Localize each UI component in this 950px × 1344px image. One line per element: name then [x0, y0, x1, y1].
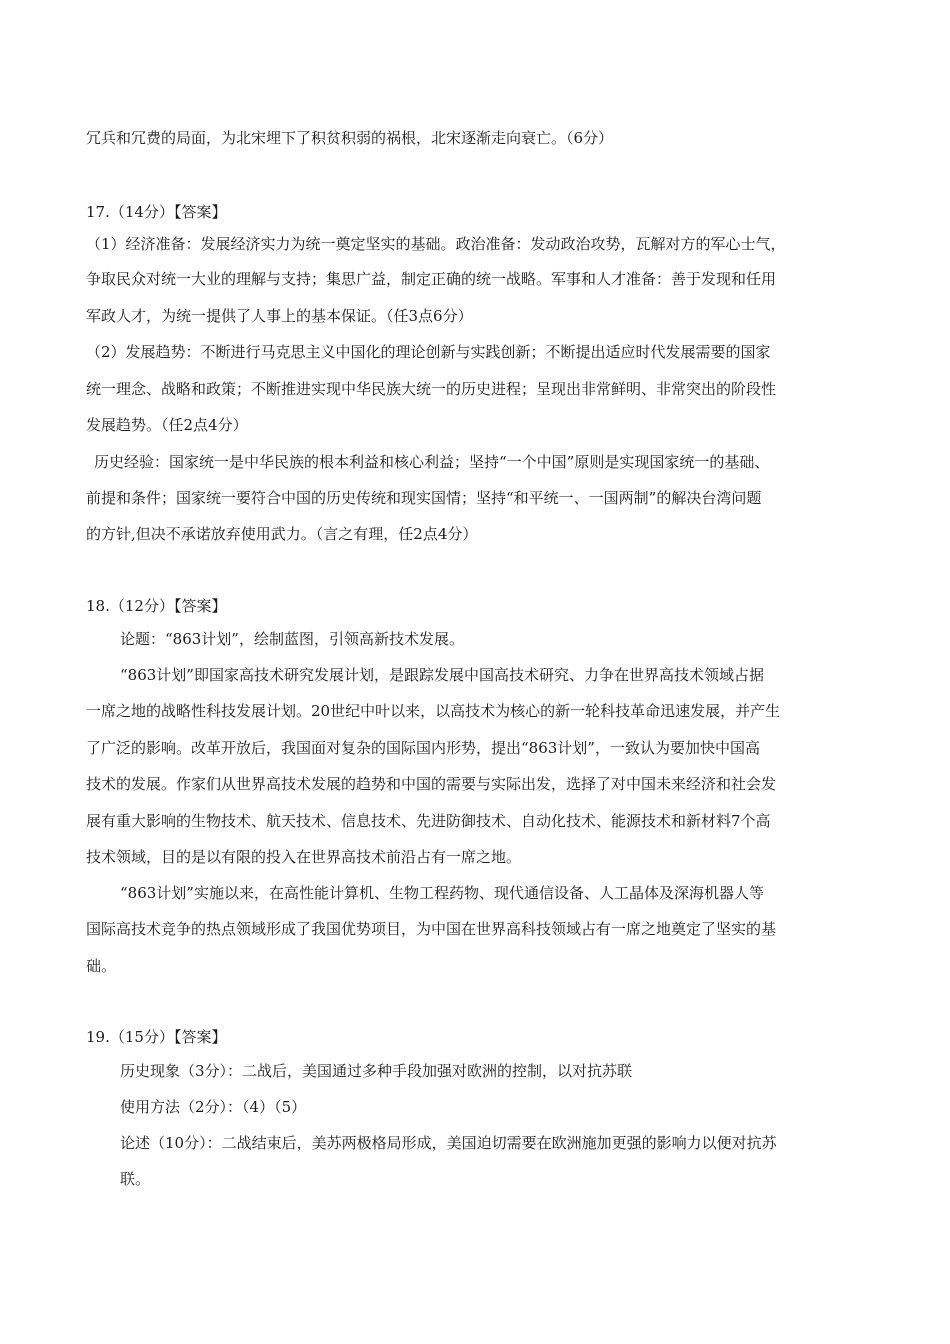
- q18-header: 18.（12分）【答案】: [86, 597, 227, 615]
- q17-part2-line2: 统一理念、战略和政策；不断推进实现中华民族大统一的历史进程；呈现出非常鲜明、非常突出的阶段性: [86, 380, 777, 398]
- q18-para2-line1: “863计划”实施以来，在高性能计算机、生物工程药物、现代通信设备、人工晶体及深海机器人等: [120, 884, 764, 902]
- q17-part1-line3: 军政人才，为统一提供了人事上的基本保证。（任3点6分）: [86, 307, 473, 325]
- q18-para2-line2: 国际高技术竞争的热点领域形成了我国优势项目，为中国在世界高科技领域占有一席之地奠定了坚实的基: [86, 920, 777, 938]
- q18-para1-line6: 技术领域，目的是以有限的投入在世界高技术前沿占有一席之地。: [86, 848, 522, 866]
- q18-para1-line5: 展有重大影响的生物技术、航天技术、信息技术、先进防御技术、自动化技术、能源技术和新材料7个高: [86, 812, 771, 830]
- q17-experience-line1: 历史经验：国家统一是中华民族的根本利益和核心利益；坚持“一个中国”原则是实现国家统一的基础、: [94, 453, 770, 471]
- q19-argument-line1: 论述（10分）：二战结束后，美苏两极格局形成，美国迫切需要在欧洲施加更强的影响力以便对抗苏: [120, 1134, 777, 1152]
- q17-experience-line3: 的方针,但决不承诺放弃使用武力。（言之有理，任2点4分）: [86, 525, 478, 543]
- q18-para1-line2: 一席之地的战略性科技发展计划。20世纪中叶以来，以高技术为核心的新一轮科技革命迅速发展，并产生: [86, 702, 781, 720]
- q18-thesis: 论题：“863计划”，绘制蓝图，引领高新技术发展。: [120, 630, 464, 648]
- continuation-text: 冗兵和冗费的局面，为北宋埋下了积贫积弱的祸根，北宋逐渐走向衰亡。（6分）: [86, 129, 614, 147]
- q19-method: 使用方法（2分）：（4）（5）: [120, 1098, 307, 1116]
- q17-part1-line1: （1）经济准备：发展经济实力为统一奠定坚实的基础。政治准备：发动政治攻势，瓦解对方的军心士气，: [86, 235, 786, 253]
- q17-header: 17.（14分）【答案】: [86, 203, 227, 221]
- q18-para2-line3: 础。: [86, 957, 117, 975]
- q17-part1-line2: 争取民众对统一大业的理解与支持；集思广益，制定正确的统一战略。军事和人才准备：善于发现和任用: [86, 270, 777, 288]
- q19-phenomenon: 历史现象（3分）：二战后，美国通过多种手段加强对欧洲的控制，以对抗苏联: [120, 1062, 633, 1080]
- q19-argument-line2: 联。: [120, 1170, 151, 1188]
- q17-experience-line2: 前提和条件；国家统一要符合中国的历史传统和现实国情；坚持“和平统一、一国两制”的解决台湾问题: [86, 489, 762, 507]
- q18-para1-line1: “863计划”即国家高技术研究发展计划，是跟踪发展中国高技术研究、力争在世界高技术领域占据: [120, 666, 764, 684]
- q17-part2-line1: （2）发展趋势：不断进行马克思主义中国化的理论创新与实践创新；不断提出适应时代发展需要的国家: [86, 343, 771, 361]
- q19-header: 19.（15分）【答案】: [86, 1028, 227, 1046]
- q18-para1-line3: 了广泛的影响。改革开放后，我国面对复杂的国际国内形势，提出“863计划”，一致认为要加快中国高: [86, 739, 760, 757]
- q17-part2-line3: 发展趋势。（任2点4分）: [86, 416, 248, 434]
- q18-para1-line4: 技术的发展。作家们从世界高技术发展的趋势和中国的需要与实际出发，选择了对中国未来经济和社会发: [86, 775, 777, 793]
